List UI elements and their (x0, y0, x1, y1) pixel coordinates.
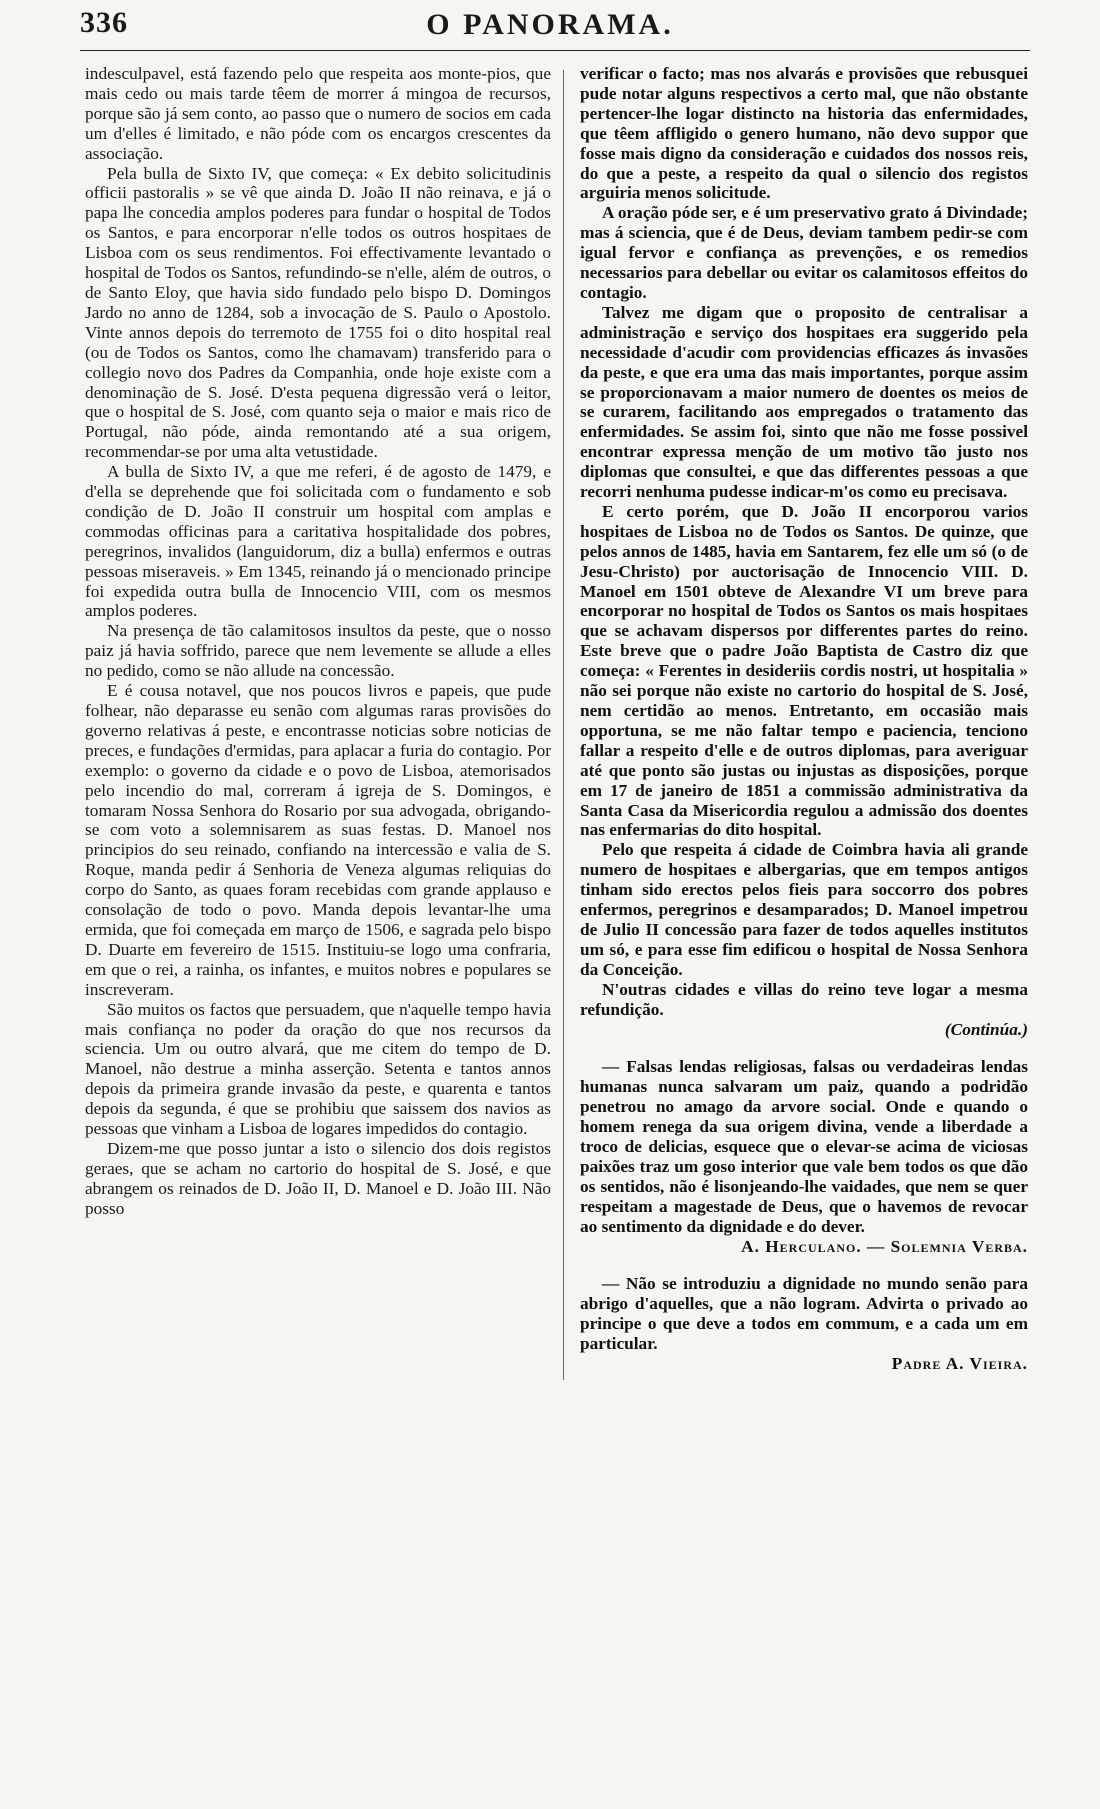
quote-herculano: — Falsas lendas religiosas, falsas ou verdadeiras lendas humanas nunca salvaram um paiz, quando a podridão penetrou no amago da arvore social. Onde e quando o homem renega da sua origem divina, vende a liberdade a troco de delicias, esquece que o elevar-se acima de viciosas paixões traz um goso interior que vale bem todos os que dão os sentidos, não é lisonjeando-lhe vaidades, que nem se quer respeitam a magestade de Deus, que o havemos de revocar ao sentimento da dignidade e do dever. (580, 1057, 1028, 1236)
paragraph: A oração póde ser, e é um preservativo grato á Divindade; mas á sciencia, que é de Deus, deviam tambem pedir-se com igual fervor e confiança as prevenções, e os remedios necessarios para debellar ou evitar os calamitosos effeitos do contagio. (580, 203, 1028, 302)
continued-note: (Continúa.) (944, 1019, 1028, 1039)
column-divider (563, 70, 564, 1380)
paragraph: Dizem-me que posso juntar a isto o silencio dos dois registos geraes, que se acham no cartorio do hospital de S. José, e que abrangem os reinados de D. João II, D. Manoel e D. João III. Não posso (85, 1138, 551, 1218)
paragraph: A bulla de Sixto IV, a que me referi, é de agosto de 1479, e d'ella se deprehende que foi solicitada com o fundamento e sob condição de D. João II construir um hospital com amplas e commodas officinas para a caritativa hospitalidade dos pobres, peregrinos, invalidos (languidorum, diz a bulla) enfermos e outras pessoas miseraveis. » Em 1345, reinando já o mencionado principe foi expedida outra bulla de Innocencio VIII, com os mesmos amplos poderes. (85, 462, 551, 621)
section-spacer (580, 1256, 1028, 1274)
quote-vieira: — Não se introduziu a dignidade no mundo senão para abrigo d'aquelles, que a não logram. Advirta o privado ao principe o que deve a todos em commum, e a cada um em particular. (580, 1274, 1028, 1354)
journal-title: O PANORAMA. (426, 8, 674, 41)
paragraph: verificar o facto; mas nos alvarás e provisões que rebusquei pude notar alguns respectivos a certo mal, que não obstante pertencer-lhe logar distincto na historia das enfermidades, que têem affligido o genero humano, não devo suppor que fosse mais digno da consideração e cuidados dos nossos reis, do que a peste, a respeito da qual o silencio dos registos arguiria menos solicitude. (580, 64, 1028, 203)
paragraph: E certo porém, que D. João II encorporou varios hospitaes de Lisboa no de Todos os Santos. De quinze, que pelos annos de 1485, havia em Santarem, fez elle um só (o de Jesu-Christo) por auctorisação de Innocencio VIII. D. Manoel em 1501 obteve de Alexandre VI um breve para encorporar no hospital de Todos os Santos os mais hospitaes que se achavam dispersos por differentes partes do reino. Este breve que o padre João Baptista de Castro diz que começa: « Ferentes in desideriis cordis nostri, ut hospitalia » não sei porque não existe no cartorio do hospital de S. José, nem certidão ao menos. Entretanto, em occasião mais opportuna, se me não faltar tempo e paciencia, tenciono fallar a respeito d'elle e de outros diplomas, para averiguar até que ponto são justas ou injustas as disposições, porque em 17 de janeiro de 1851 a commissão administrativa da Santa Casa da Misericordia regulou a admissão dos doentes nas enfermarias do dito hospital. (580, 501, 1028, 840)
signature-herculano: A. Herculano. — Solemnia Verba. (741, 1236, 1028, 1256)
left-column (85, 64, 551, 1219)
paragraph: E é cousa notavel, que nos poucos livros e papeis, que pude folhear, não deparasse eu senão com algumas raras provisões do governo relativas á peste, e encontrasse noticias sobre noticias de preces, e fundações d'ermidas, para aplacar a furia do contagio. Por exemplo: o governo da cidade e o povo de Lisboa, atemorisados pelo incendio do mal, correram á igreja de S. Domingos, e tomaram Nossa Senhora do Rosario por sua advogada, obrigando-se com voto a solemnisarem as suas festas. D. Manoel nos principios do seu reinado, confiando na intercessão e valia de S. Roque, manda pedir á Senhoria de Veneza algumas reliquias do corpo do Santo, as quaes foram recebidas com grande applauso e consolação de todo o povo. Manda depois levantar-lhe uma ermida, que foi começada em março de 1506, e sagrada pelo bispo D. Duarte em fevereiro de 1515. Instituiu-se logo uma confraria, em que o rei, a rainha, os infantes, e muitos nobres e populares se inscreveram. (85, 681, 551, 999)
page-header (80, 6, 1020, 48)
right-column (580, 64, 1028, 1374)
page-number: 336 (80, 6, 128, 39)
signature-vieira: Padre A. Vieira. (891, 1354, 1028, 1374)
paragraph: N'outras cidades e villas do reino teve logar a mesma refundição. (580, 979, 1028, 1019)
paragraph: Pelo que respeita á cidade de Coimbra havia ali grande numero de hospitaes e albergarias, que em tempos antigos tinham sido erectos pelos fieis para soccorro dos pobres enfermos, peregrinos e desamparados; D. Manoel impetrou de Julio II concessão para fazer de todos aquelles institutos um só, e para esse fim edificou o hospital de Nossa Senhora da Conceição. (580, 840, 1028, 979)
paragraph: São muitos os factos que persuadem, que n'aquelle tempo havia mais confiança no poder da oração do que nos recursos da sciencia. Um ou outro alvará, que me citem do tempo de D. Manoel, não destrue a minha asserção. Setenta e tantos annos depois da primeira grande invasão da peste, e quarenta e tantos depois da segunda, é que se prohibiu que saissem dos navios as pessoas que vinham a Lisboa de logares impedidos do contagio. (85, 999, 551, 1139)
paragraph: indesculpavel, está fazendo pelo que respeita aos monte-pios, que mais cedo ou mais tarde têem de morrer á mingoa de recursos, porque são já sem conto, ao passo que o numero de socios em cada um d'elles é limitado, e não póde com os encargos crescentes da associação. (85, 64, 551, 163)
paragraph: Pela bulla de Sixto IV, que começa: « Ex debito solicitudinis officii pastoralis » se vê que ainda D. João II não reinava, e já o papa lhe concedia amplos poderes para fundar o hospital de Todos os Santos, e para encorporar n'elle todos os outros hospitaes de Lisboa com os seus rendimentos. Foi effectivamente levantado o hospital de Todos os Santos, refundindo-se n'elle, além de outros, o de Santo Eloy, que havia sido fundado pelo bispo D. Domingos Jardo no anno de 1284, sob a invocação de S. Paulo o Apostolo. Vinte annos depois do terremoto de 1755 foi o dito hospital real (ou de Todos os Santos, como lhe chamavam) transferido para o collegio novo dos Padres da Companhia, onde hoje existe com a denominação de S. José. D'esta pequena digressão verá o leitor, que o hospital de S. José, com quanto seja o maior e mais rico de Portugal, não póde, ainda remontando até a sua origem, recommendar-se por uma alta vetustidade. (85, 163, 551, 462)
header-rule (80, 50, 1030, 51)
paragraph: Na presença de tão calamitosos insultos da peste, que o nosso paiz já havia soffrido, parece que nem levemente se allude a elles no pedido, como se não allude na concessão. (85, 621, 551, 681)
paragraph: Talvez me digam que o proposito de centralisar a administração e serviço dos hospitaes era suggerido pela necessidade d'acudir com providencias efficazes ás invasões da peste, e que era uma das mais importantes, porque assim se proporcionavam a maior numero de doentes os meios de se curarem, facilitando aos empregados o tratamento das enfermidades. Se assim foi, sinto que não me fosse possivel encontrar expressa menção de um motivo tão justo nos diplomas que consultei, e que das differentes pessoas a que recorri nenhuma pudesse indicar-m'os como eu precisava. (580, 302, 1028, 502)
section-spacer (580, 1039, 1028, 1057)
